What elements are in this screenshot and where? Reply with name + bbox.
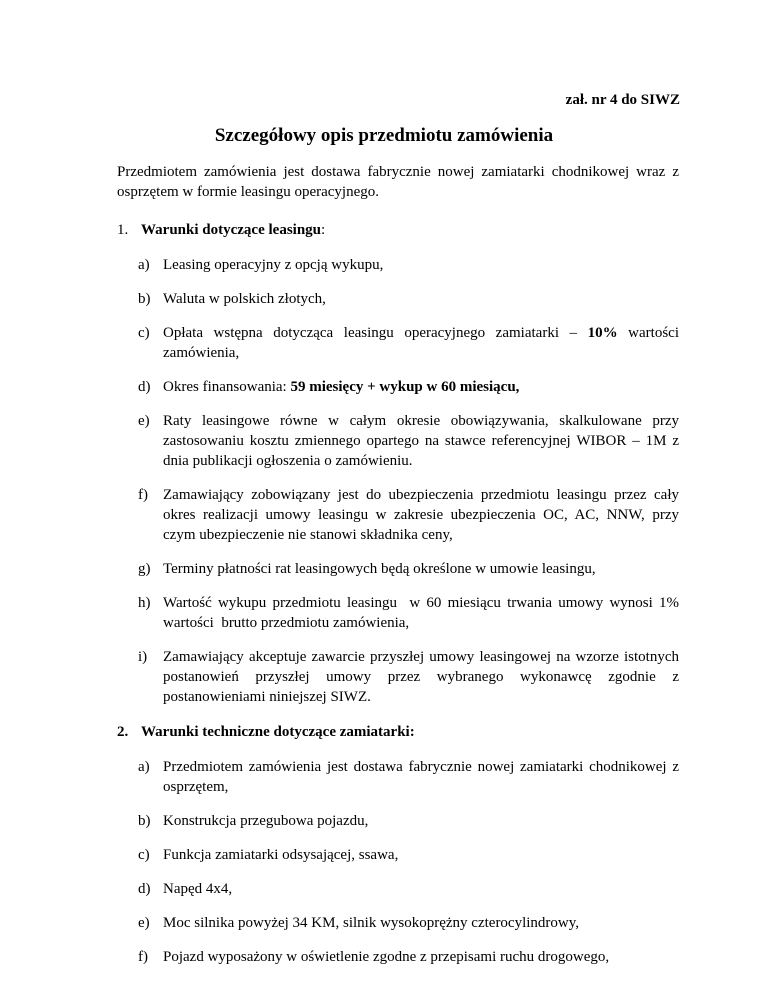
list-item-text: Zamawiający akceptuje zawarcie przyszłej umowy leasingowej na wzorze istotnych — [163, 649, 679, 665]
list-item-text: Konstrukcja przegubowa pojazdu, — [163, 813, 369, 829]
list-item-text: Pojazd wyposażony w oświetlenie zgodne z przepisami ruchu drogowego, — [163, 949, 610, 965]
text-fragment: Okres finansowania: — [163, 379, 287, 395]
list-item-text: Zamawiający zobowiązany jest do ubezpieczenia przedmiotu leasingu przez cały — [163, 487, 679, 503]
list-item-text: okres realizacji umowy leasingu w zakresie ubezpieczenia OC, AC, NNW, przy — [163, 507, 679, 523]
list-item-label: f) — [138, 949, 148, 965]
list-item-text: postanowieniami niniejszej SIWZ. — [163, 689, 371, 705]
section-heading — [141, 221, 325, 240]
section-heading: Warunki techniczne dotyczące zamiatarki: — [141, 724, 415, 740]
document-title: Szczegółowy opis przedmiotu zamówienia — [214, 125, 554, 146]
list-item-label: b) — [138, 291, 151, 307]
list-item-text: postanowień przyszłej umowy przez wybranego wykonawcę zgodnie z — [163, 669, 679, 685]
list-item-label: a) — [138, 257, 150, 273]
list-item-label: d) — [138, 881, 151, 897]
list-item-text — [163, 324, 679, 343]
highlighted-value: 10% — [587, 325, 618, 341]
section-number: 1. — [117, 222, 129, 238]
list-item-text: Funkcja zamiatarki odsysającej, ssawa, — [163, 847, 399, 863]
intro-line: osprzętem w formie leasingu operacyjnego. — [117, 184, 379, 200]
list-item-label: f) — [138, 487, 148, 503]
intro-line: Przedmiotem zamówienia jest dostawa fabrycznie nowej zamiatarki chodnikowej wraz z — [117, 164, 679, 180]
list-item-label: h) — [138, 595, 151, 611]
list-item-text: Raty leasingowe równe w całym okresie obowiązywania, skalkulowane przy — [163, 413, 679, 429]
section-heading-colon: : — [321, 222, 326, 238]
list-item-label: e) — [138, 413, 150, 429]
list-item-label: g) — [138, 561, 151, 577]
list-item-text: czym ubezpieczenie nie stanowi składnika ceny, — [163, 527, 453, 543]
list-item-label: e) — [138, 915, 150, 931]
list-item-text: osprzętem, — [163, 779, 229, 795]
list-item-text: Napęd 4x4, — [163, 881, 233, 897]
attachment-reference: zał. nr 4 do SIWZ — [565, 92, 680, 108]
list-item-text: zamówienia, — [163, 345, 240, 361]
list-item-text: Przedmiotem zamówienia jest dostawa fabrycznie nowej zamiatarki chodnikowej z — [163, 759, 679, 775]
list-item-label: a) — [138, 759, 150, 775]
text-fragment: Opłata wstępna dotycząca leasingu operacyjnego zamiatarki – — [163, 325, 578, 341]
list-item-text: Wartość wykupu przedmiotu leasingu w 60 miesiącu trwania umowy wynosi 1% — [163, 595, 679, 611]
list-item-text: zastosowaniu kosztu zmiennego opartego na stawce referencyjnej WIBOR – 1M z — [163, 433, 679, 449]
list-item-text: Moc silnika powyżej 34 KM, silnik wysokoprężny czterocylindrowy, — [163, 915, 580, 931]
section-heading-text: Warunki dotyczące leasingu — [141, 222, 322, 238]
highlighted-value: 59 miesięcy + wykup w 60 miesiącu, — [290, 379, 520, 395]
list-item-text: wartości brutto przedmiotu zamówienia, — [163, 615, 410, 631]
section-number: 2. — [117, 724, 129, 740]
list-item-text: Waluta w polskich złotych, — [163, 291, 326, 307]
list-item-label: i) — [138, 649, 148, 665]
list-item-text: Terminy płatności rat leasingowych będą określone w umowie leasingu, — [163, 561, 596, 577]
list-item-label: c) — [138, 325, 150, 341]
list-item-label: b) — [138, 813, 151, 829]
list-item-label: c) — [138, 847, 150, 863]
list-item-label: d) — [138, 379, 151, 395]
text-fragment: wartości — [628, 325, 679, 341]
list-item-text: Leasing operacyjny z opcją wykupu, — [163, 257, 384, 273]
list-item-text: dnia publikacji ogłoszenia o zamówieniu. — [163, 453, 413, 469]
list-item-text — [163, 378, 679, 397]
